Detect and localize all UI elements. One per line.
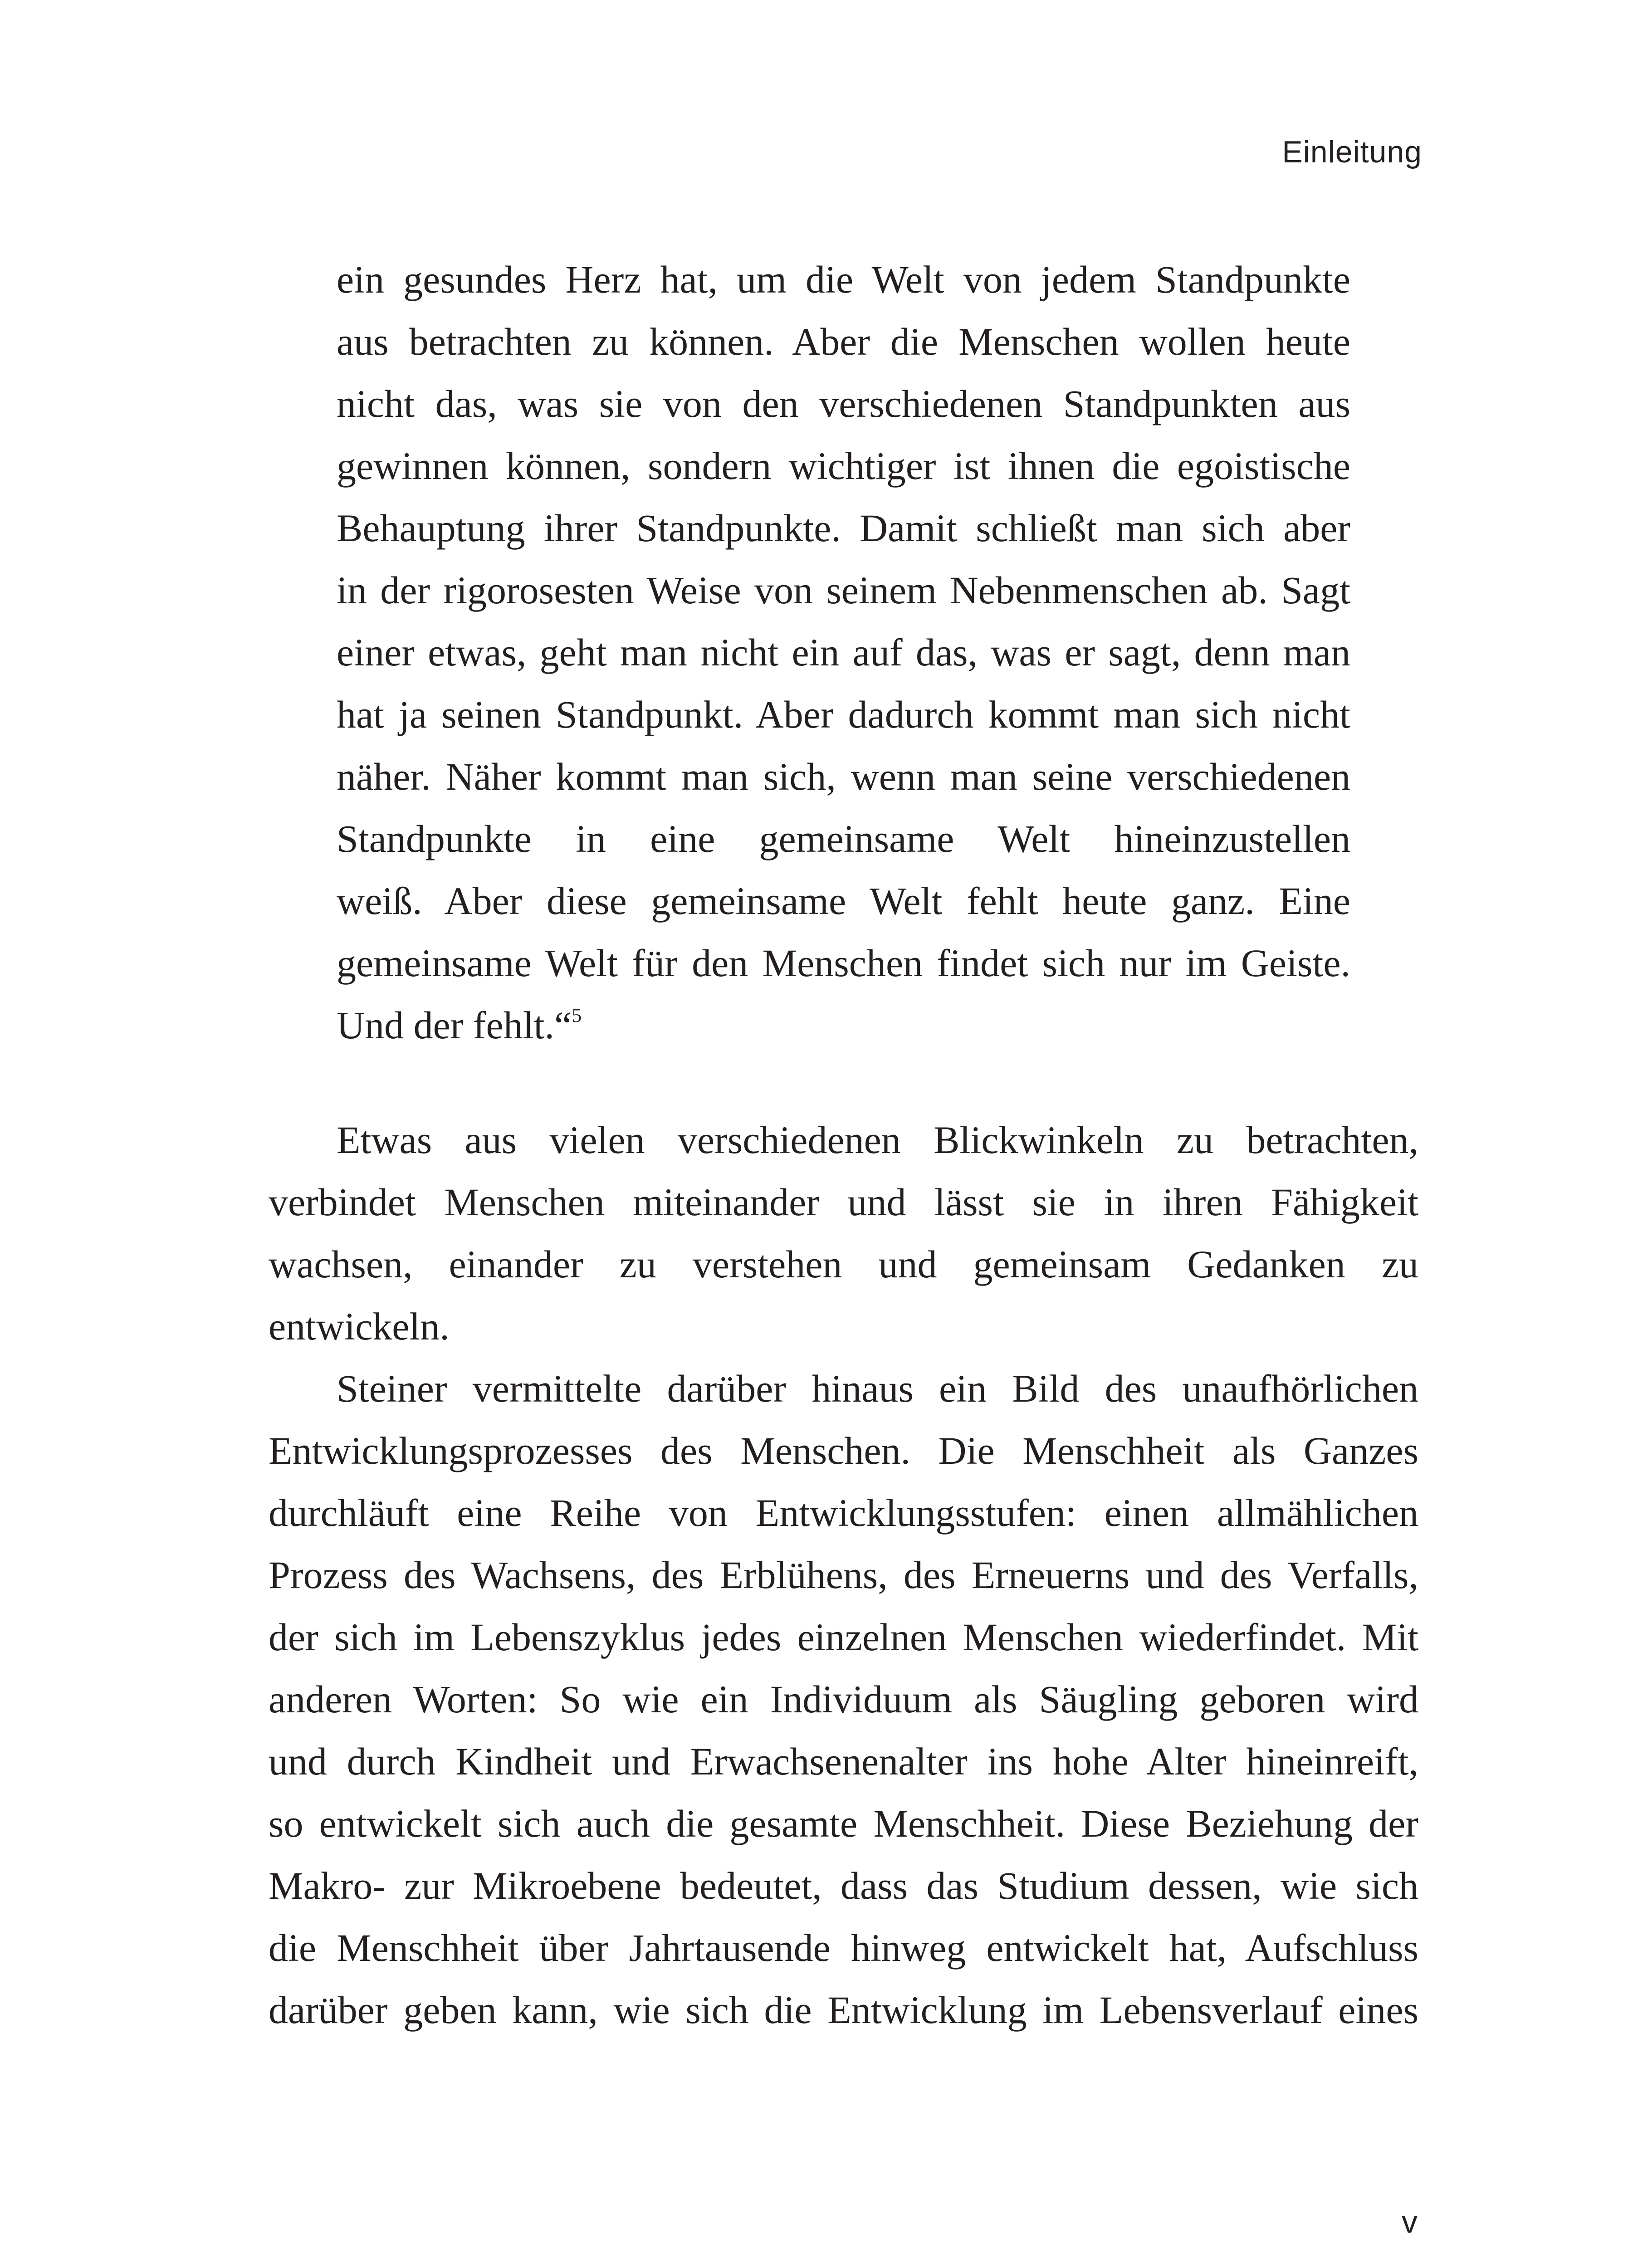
quote-line: einer etwas, geht man nicht ein auf das, was er sagt, denn man <box>337 631 1350 674</box>
paragraph <box>269 1109 1418 1358</box>
quote-line: Und der fehlt.“ <box>337 1003 572 1047</box>
quote-line: gemeinsame Welt für den Menschen findet sich nur im Geiste. <box>337 941 1350 985</box>
body-text <box>269 1109 1418 2041</box>
paragraph-line: anderen Worten: So wie ein Individuum als Säugling geboren wird <box>269 1677 1418 1721</box>
quote-line: ein gesundes Herz hat, um die Welt von jedem Standpunkte <box>337 258 1350 301</box>
paragraph-line: Etwas aus vielen verschiedenen Blickwinkeln zu betrachten, <box>337 1118 1418 1162</box>
quote-line: in der rigorosesten Weise von seinem Nebenmenschen ab. Sagt <box>337 568 1350 612</box>
quote-line: gewinnen können, sondern wichtiger ist ihnen die egoistische <box>337 444 1350 488</box>
running-head: Einleitung <box>1282 135 1422 169</box>
paragraph-line: Makro- zur Mikroebene bedeutet, dass das Studium dessen, wie sich <box>269 1864 1418 1907</box>
quote-line: Behauptung ihrer Standpunkte. Damit schließt man sich aber <box>337 506 1350 550</box>
paragraph-line: Steiner vermittelte darüber hinaus ein Bild des unaufhörlichen <box>337 1367 1418 1410</box>
paragraph-line: verbindet Menschen miteinander und lässt sie in ihren Fähigkeit <box>269 1180 1418 1224</box>
quote-line: Standpunkte in eine gemeinsame Welt hineinzustellen <box>337 817 1350 860</box>
paragraph-line: der sich im Lebenszyklus jedes einzelnen Menschen wiederfindet. Mit <box>269 1615 1418 1659</box>
quote-line: aus betrachten zu können. Aber die Menschen wollen heute <box>337 320 1350 363</box>
paragraph-line: durchläuft eine Reihe von Entwicklungsstufen: einen allmählichen <box>269 1491 1418 1535</box>
page-number: v <box>1402 2204 1418 2239</box>
footnote-marker: 5 <box>572 1004 582 1026</box>
quote-line: hat ja seinen Standpunkt. Aber dadurch kommt man sich nicht <box>337 693 1350 736</box>
quote-last-line <box>337 994 1350 1056</box>
quote-line: weiß. Aber diese gemeinsame Welt fehlt heute ganz. Eine <box>337 879 1350 923</box>
paragraph-line: die Menschheit über Jahrtausende hinweg entwickelt hat, Aufschluss <box>269 1926 1418 1970</box>
block-quote <box>337 249 1350 1056</box>
paragraph-line: Prozess des Wachsens, des Erblühens, des Erneuerns und des Verfalls, <box>269 1553 1418 1597</box>
paragraph-line: so entwickelt sich auch die gesamte Menschheit. Diese Beziehung der <box>269 1802 1418 1845</box>
paragraph <box>269 1358 1418 2041</box>
quote-line: nicht das, was sie von den verschiedenen Standpunkten aus <box>337 382 1350 425</box>
paragraph-line: Entwicklungsprozesses des Menschen. Die Menschheit als Ganzes <box>269 1429 1418 1472</box>
paragraph-line: und durch Kindheit und Erwachsenenalter ins hohe Alter hineinreift, <box>269 1740 1418 1783</box>
quote-line: näher. Näher kommt man sich, wenn man seine verschiedenen <box>337 755 1350 798</box>
paragraph-line: wachsen, einander zu verstehen und gemeinsam Gedanken zu <box>269 1242 1418 1286</box>
paragraph-line: darüber geben kann, wie sich die Entwicklung im Lebensverlauf eines <box>269 1988 1418 2032</box>
paragraph-line: entwickeln. <box>269 1305 450 1348</box>
